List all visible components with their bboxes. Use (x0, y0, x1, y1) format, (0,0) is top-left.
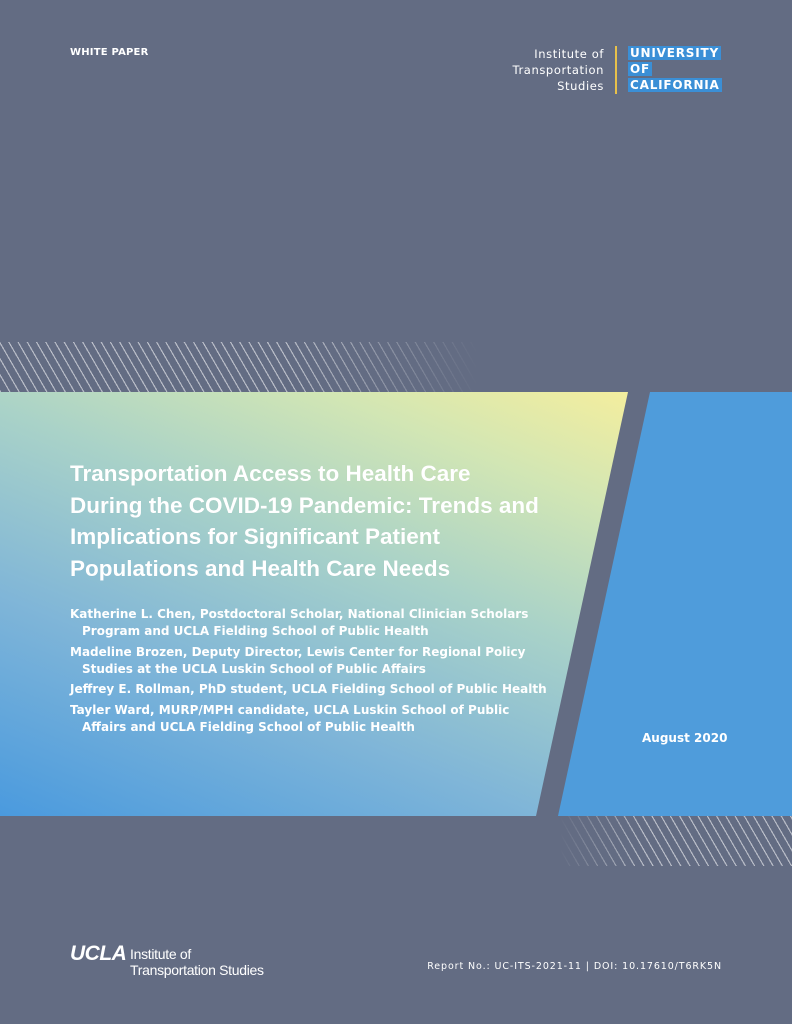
report-title: Transportation Access to Health Care During the COVID-19 Pandemic: Trends and Implications for Significant Patient Populations and Health Care Needs (70, 461, 539, 581)
its-institute-logo (480, 46, 604, 94)
institute-line: Transportation (512, 63, 604, 77)
gradient-title-panel (0, 392, 628, 816)
diagonal-hatch-decoration (0, 342, 478, 392)
author-entry: Tayler Ward, MURP/MPH candidate, UCLA Luskin School of Public Affairs and UCLA Fielding School of Public Health (70, 702, 510, 734)
diagonal-hatch-decoration (560, 816, 792, 866)
uc-logo-line: UNIVERSITY (630, 46, 719, 60)
uc-logo-line: CALIFORNIA (630, 78, 720, 92)
author-entry: Katherine L. Chen, Postdoctoral Scholar, National Clinician Scholars Program and UCLA Fielding School of Public Health (70, 607, 529, 638)
publication-date: August 2020 (642, 731, 728, 745)
ucla-its-line: Transportation Studies (130, 962, 264, 978)
university-of-california-logo (628, 46, 722, 94)
document-type-label: WHITE PAPER (70, 47, 149, 58)
logo-divider (615, 46, 617, 94)
ucla-its-line: Institute of (130, 946, 191, 962)
author-list (70, 606, 550, 739)
author-entry: Jeffrey E. Rollman, PhD student, UCLA Fielding School of Public Health (70, 682, 547, 696)
institute-line: Studies (557, 79, 604, 93)
institute-line: Institute of (534, 47, 604, 61)
author-entry: Madeline Brozen, Deputy Director, Lewis Center for Regional Policy Studies at the UCLA Luskin School of Public Affairs (70, 644, 526, 676)
uc-logo-line: OF (630, 62, 650, 76)
ucla-its-text (130, 946, 264, 978)
ucla-wordmark: UCLA (70, 942, 127, 965)
ucla-its-logo (70, 942, 300, 978)
report-number-doi: Report No.: UC-ITS-2021-11 | DOI: 10.17610/T6RK5N (427, 961, 722, 972)
